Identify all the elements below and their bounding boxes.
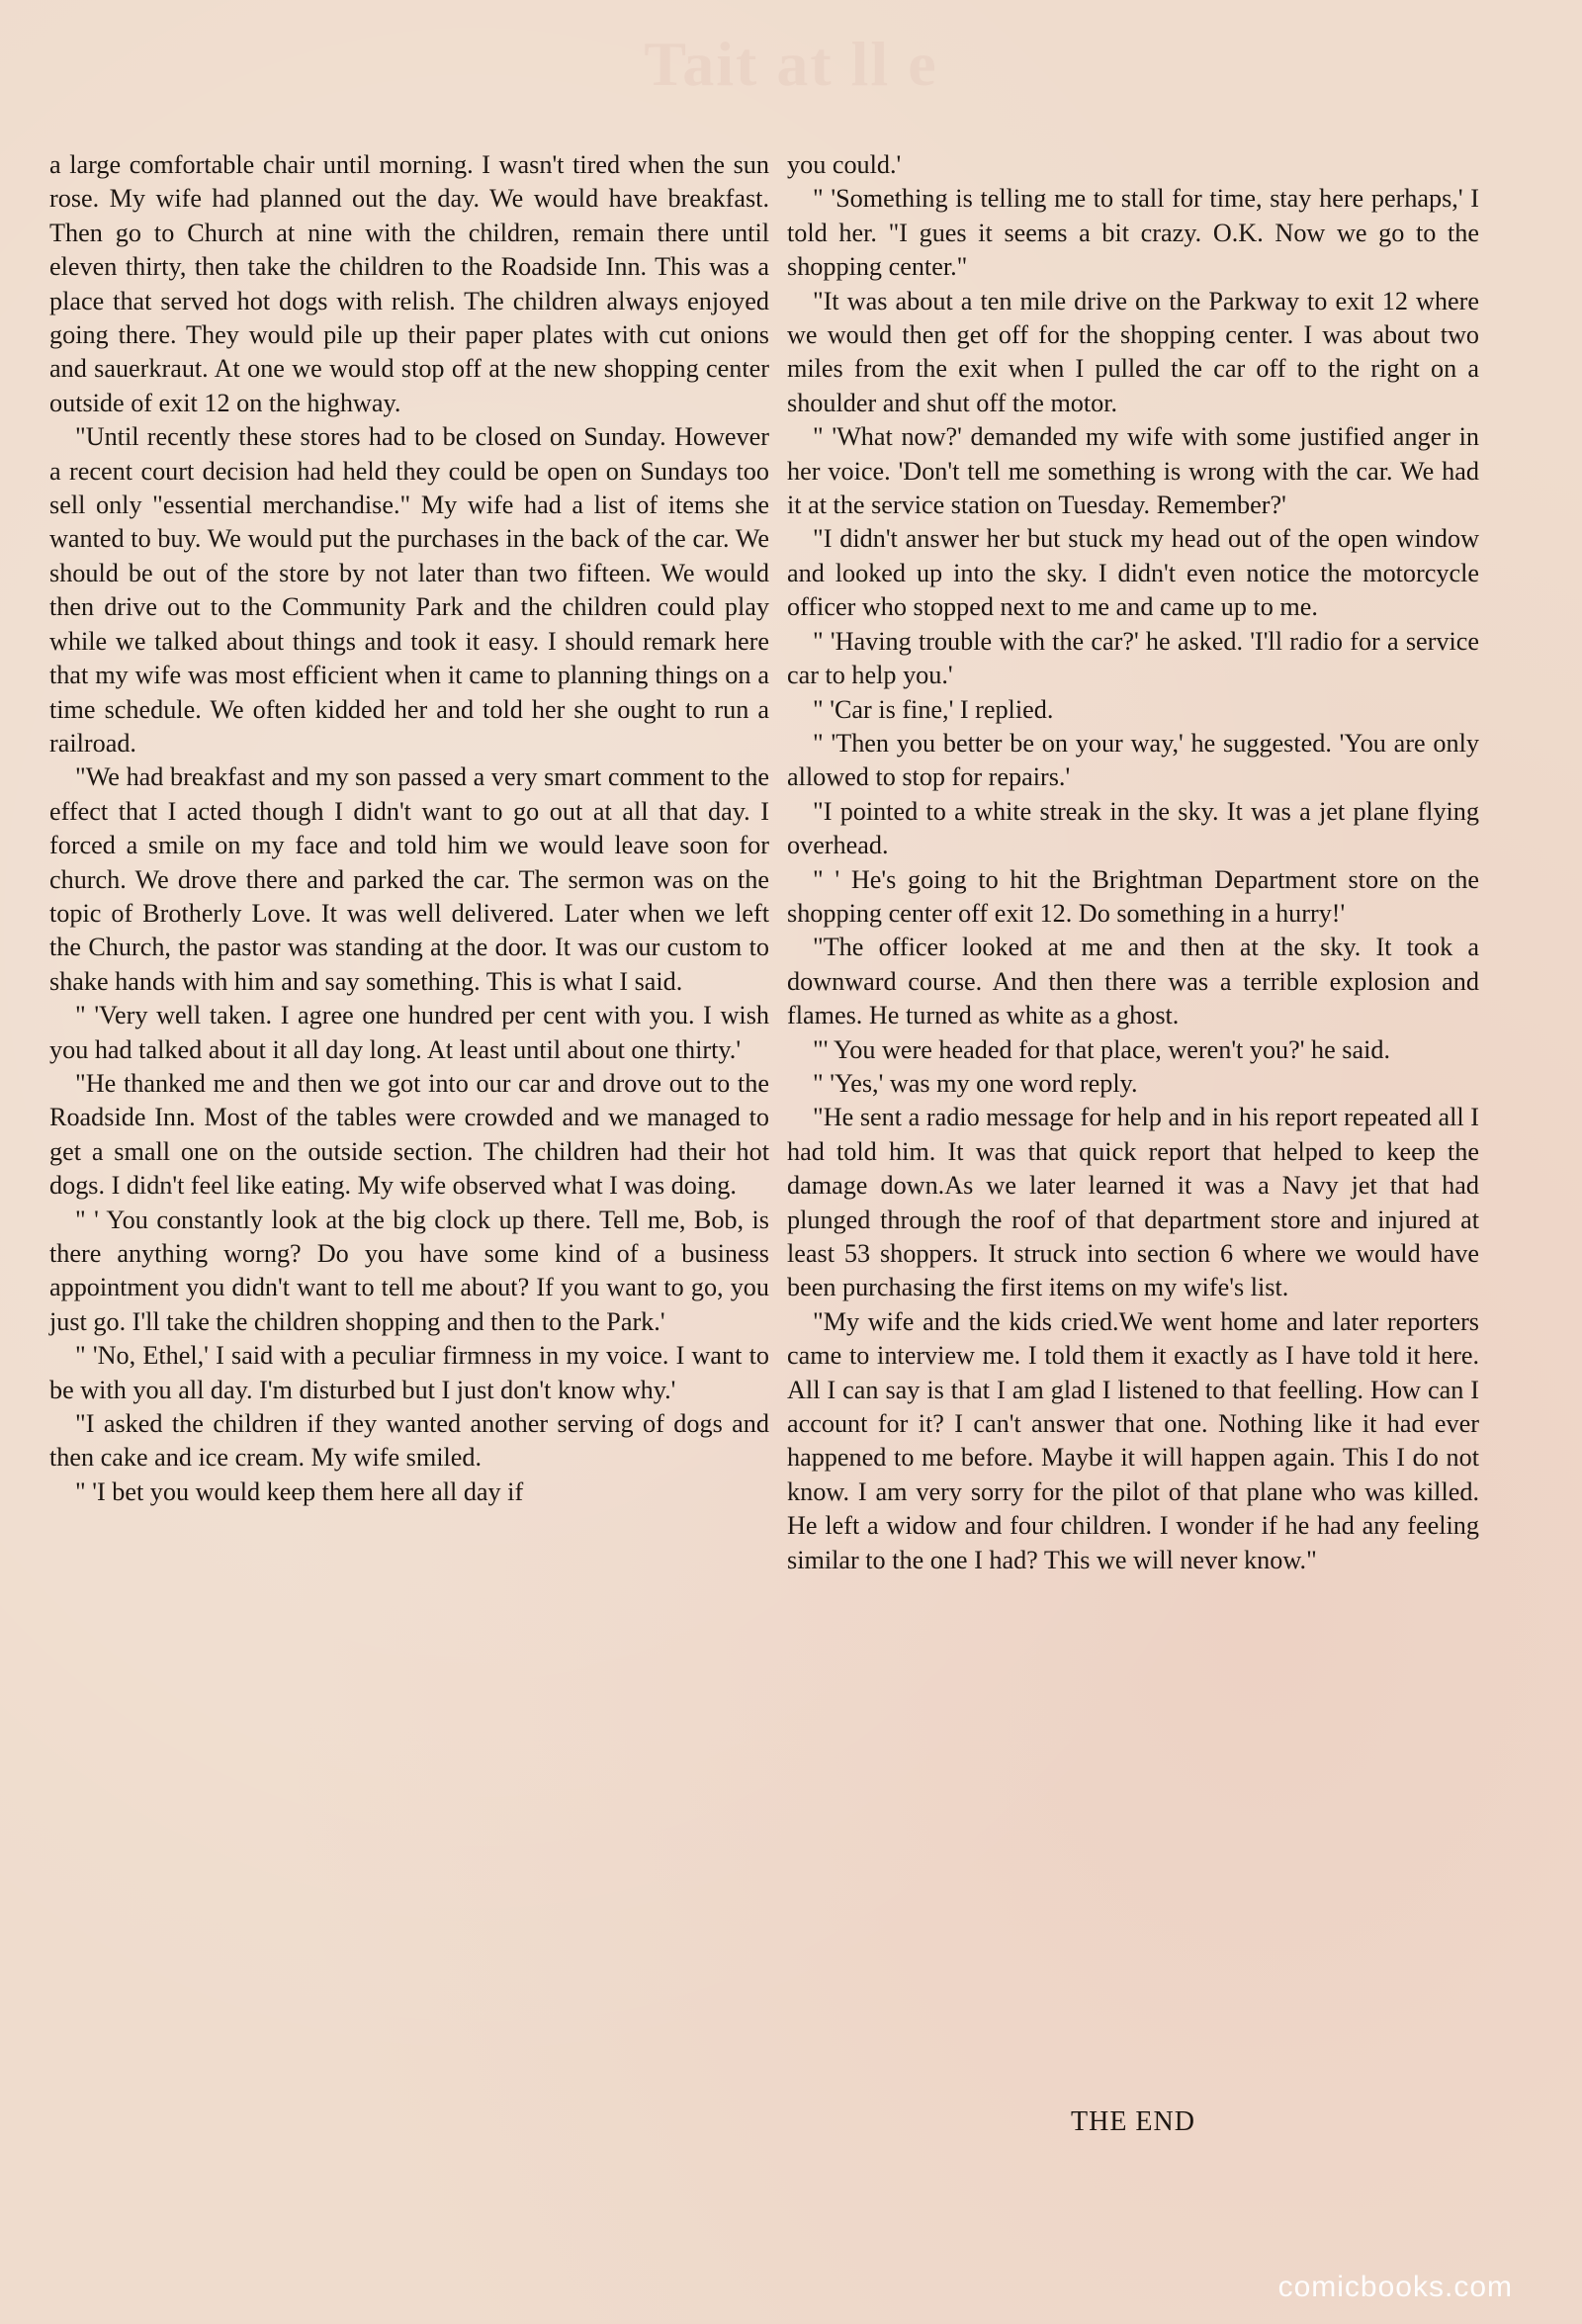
paragraph: " 'Then you better be on your way,' he suggested. 'You are only allowed to stop for repairs.' (787, 728, 1479, 792)
paragraph: " 'Car is fine,' I replied. (813, 694, 1054, 724)
paragraph: "The officer looked at me and then at the sky. It took a downward course. And then there was a terrible explosion and flames. He turned as white as a ghost. (787, 933, 1479, 1030)
paragraph: a large comfortable chair until morning. I wasn't tired when the sun rose. My wife had planned out the day. We would have breakfast. Then go to Church at nine with the children, remain there until eleven thirty, then take the children to the Roadside Inn. This was a place that served hot dogs with relish. The children always enjoyed going there. They would pile up their paper plates with cut onions and sauerkraut. At one we would stop off at the new shopping center outside of exit 12 on the highway. (49, 150, 769, 417)
paragraph: "It was about a ten mile drive on the Parkway to exit 12 where we would then get off for the shopping center. I was about two miles from the exit when I pulled the car off to the right on a shoulder and shut off the motor. (787, 286, 1479, 417)
paragraph: "We had breakfast and my son passed a very smart comment to the effect that I acted though I didn't want to go out at all that day. I forced a smile on my face and told him we would leave soon for church. We drove there and parked the car. The sermon was on the topic of Brotherly Love. It was well delivered. Later when we left the Church, the pastor was standing at the door. It was our custom to shake hands with him and say something. This is what I said. (49, 762, 769, 996)
paragraph: "My wife and the kids cried.We went home and later reporters came to interview me. I told them it exactly as I have told it here. All I can say is that I am glad I listened to that feelling. How can I account for it? I can't answer that one. Nothing like it had ever happened to me before. Maybe it will happen again. This I do not know. I am very sorry for the pilot of that plane who was killed. He left a widow and four children. I wonder if he had any feeling similar to the one I had? This we will never know." (787, 1306, 1479, 1574)
paragraph: "He thanked me and then we got into our car and drove out to the Roadside Inn. Most of the tables were crowded and we managed to get a small one on the outside section. The children had their hot dogs. I didn't feel like eating. My wife observed what I was doing. (49, 1068, 769, 1201)
show-through-heading: Tait at ll e (644, 29, 938, 99)
paragraph: " 'Yes,' was my one word reply. (813, 1068, 1138, 1098)
paragraph: " 'Having trouble with the car?' he asked. 'I'll radio for a service car to help you.' (787, 626, 1479, 690)
left-column (49, 148, 769, 1509)
right-column (787, 148, 1479, 1577)
paragraph: "He sent a radio message for help and in his report repeated all I had told him. It was that quick report that helped to keep the damage down.As we later learned it was a Navy jet that had plunged through the roof of that department store and injured at least 53 shoppers. It struck into section 6 where we would have been purchasing the first items on my wife's list. (787, 1103, 1479, 1302)
paragraph: "I asked the children if they wanted another serving of dogs and then cake and ice cream. My wife smiled. (49, 1409, 769, 1473)
paragraph: "I pointed to a white streak in the sky. It was a jet plane flying overhead. (787, 796, 1479, 860)
paragraph: "I didn't answer her but stuck my head out of the open window and looked up into the sky. I didn't even notice the motorcycle officer who stopped next to me and came up to me. (787, 524, 1479, 622)
paragraph: " ' You constantly look at the big clock up there. Tell me, Bob, is there anything worng? Do you have some kind of a business appointment you didn't want to tell me about? If you want to go, you just go. I'll take the children shopping and then to the Park.' (49, 1205, 769, 1336)
watermark-text: comicbooks.com (1277, 2271, 1513, 2303)
paragraph: "' You were headed for that place, weren't you?' he said. (813, 1034, 1391, 1064)
paragraph: " 'I bet you would keep them here all day if (75, 1476, 524, 1506)
paragraph: you could.' (787, 150, 902, 179)
paragraph: " 'No, Ethel,' I said with a peculiar firmness in my voice. I want to be with you all day. I'm disturbed but I just don't know why.' (49, 1341, 769, 1404)
paragraph: " ' He's going to hit the Brightman Department store on the shopping center off exit 12. Do something in a hurry!' (787, 864, 1479, 928)
paragraph: " 'What now?' demanded my wife with some justified anger in her voice. 'Don't tell me something is wrong with the car. We had it at the service station on Tuesday. Remember?' (787, 422, 1479, 520)
paragraph: "Until recently these stores had to be closed on Sunday. However a recent court decision had held they could be open on Sundays too sell only "essential merchandise." My wife had a list of items she wanted to buy. We would put the purchases in the back of the car. We should be out of the store by not later than two fifteen. We would then drive out to the Community Park and the children could play while we talked about things and took it easy. I should remark here that my wife was most efficient when it came to planning things on a time schedule. We often kidded her and told her she ought to run a railroad. (49, 422, 769, 758)
paragraph: " 'Something is telling me to stall for time, stay here perhaps,' I told her. "I gues it seems a bit crazy. O.K. Now we go to the shopping center." (787, 184, 1479, 282)
paragraph: " 'Very well taken. I agree one hundred per cent with you. I wish you had talked about it all day long. At least until about one thirty.' (49, 1001, 769, 1064)
the-end-label: THE END (1071, 2106, 1195, 2137)
